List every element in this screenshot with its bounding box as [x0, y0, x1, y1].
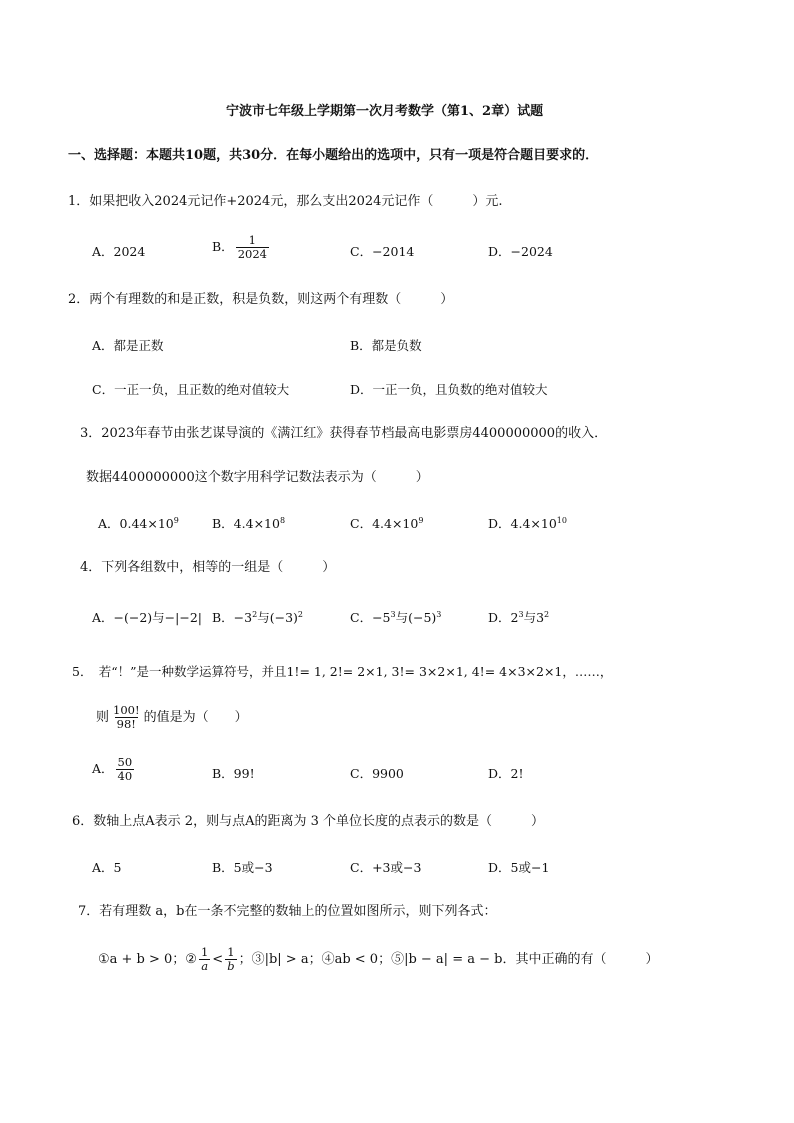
q1-option-b-label: B． [212, 239, 234, 254]
fraction-denominator: 98! [116, 717, 136, 731]
q2-option-c: C．一正一负，且正数的绝对值较大 [92, 382, 290, 397]
q5-ask-suffix: 的值是为（ ） [143, 710, 248, 725]
q4-option-a: A．−(−2)与−|−2| [92, 610, 203, 625]
fraction-numerator: 1 [200, 945, 209, 959]
fraction-numerator: 100! [113, 703, 140, 717]
section-heading: 一、选择题：本题共10题，共30分．在每小题给出的选项中，只有一项是符合题目要求的． [68, 148, 599, 163]
q4-option-c-exponent1: 3 [390, 609, 396, 619]
q3-option-b-exponent: 8 [279, 515, 286, 525]
q4-option-b-part2: 与(−3) [257, 610, 298, 625]
q3-option-b-base: B．4.4×10 [212, 516, 280, 531]
q4-option-c-exponent2: 3 [436, 609, 442, 619]
q7-less-than: < [212, 952, 224, 967]
fraction-numerator: 1 [227, 945, 235, 959]
question-3-stem-line2: 数据4400000000这个数字用科学记数法表示为（ ） [86, 470, 429, 485]
q6-option-c: C．+3或−3 [350, 860, 422, 875]
q1-option-d: D．−2024 [488, 244, 553, 259]
q3-option-b [212, 516, 285, 532]
q4-option-d [488, 610, 549, 626]
q3-option-d-exponent: 10 [556, 515, 567, 525]
q3-option-c-exponent: 9 [418, 515, 424, 525]
q4-option-b-exponent1: 2 [252, 609, 258, 619]
q2-option-b: B．都是负数 [350, 338, 422, 353]
q4-option-c-part1: C．−5 [350, 610, 391, 625]
question-3-stem-line1: 3．2023年春节由张艺谋导演的《满江红》获得春节档最高电影票房4400000000的收入． [80, 426, 608, 441]
q4-option-c-part2: 与(−5) [395, 610, 437, 625]
q4-option-b [212, 610, 303, 626]
q4-option-b-exponent2: 2 [297, 609, 303, 619]
fraction-denominator: 40 [117, 769, 133, 783]
q4-option-c [350, 610, 441, 626]
q2-option-d: D．一正一负，且负数的绝对值较大 [350, 382, 548, 397]
q5-option-d: D．2! [488, 766, 524, 781]
q3-option-c-base: C．4.4×10 [350, 516, 419, 531]
q7-fraction-one-over-b [225, 946, 236, 973]
q5-ask-prefix: 则 [96, 710, 110, 725]
question-1-stem: 1．如果把收入2024元记作+2024元，那么支出2024元记作（ ）元. [68, 194, 503, 209]
q5-option-b: B．99! [212, 766, 255, 781]
q5-option-a-fraction [116, 756, 135, 783]
q4-option-d-exponent1: 3 [518, 609, 524, 619]
q5-option-c: C．9900 [350, 766, 404, 781]
q3-option-d-base: D．4.4×10 [488, 516, 557, 531]
q1-option-a: A．2024 [92, 244, 146, 259]
q5-option-a-label: A． [92, 761, 114, 776]
q7-statements-part1: ①a + b > 0；② [98, 952, 197, 967]
question-7-statements [98, 946, 658, 973]
fraction-numerator: 1 [248, 233, 256, 247]
fraction-denominator: b [227, 959, 235, 973]
q1-option-c: C．−2014 [350, 244, 415, 259]
question-4-stem: 4．下列各组数中，相等的一组是（ ） [80, 560, 336, 575]
fraction-denominator: a [201, 959, 209, 973]
q7-fraction-one-over-a [199, 946, 210, 973]
fraction-denominator: 2024 [237, 247, 267, 261]
question-5-stem: 5． 若“！”是一种数学运算符号，并且1!= 1, 2!= 2×1, 3!= 3×2×1, 4!= 4×3×2×1，……， [72, 664, 613, 679]
q4-option-d-part2: 与3 [523, 610, 545, 625]
question-7-stem: 7．若有理数 a，b在一条不完整的数轴上的位置如图所示，则下列各式： [78, 904, 497, 919]
q1-option-b-fraction [236, 234, 269, 261]
q4-option-b-part1: B．−3 [212, 610, 253, 625]
question-5-ask [96, 704, 248, 731]
q7-statements-part2: ；③|b| > a；④ab < 0；⑤|b − a| = a − b．其中正确的有（ ） [238, 952, 659, 967]
q3-option-a-base: A．0.44×10 [98, 516, 174, 531]
q1-option-b [212, 234, 271, 261]
fraction-numerator: 50 [117, 755, 133, 769]
q3-option-d [488, 516, 567, 532]
q6-option-b: B．5或−3 [212, 860, 273, 875]
q4-option-d-exponent2: 2 [544, 609, 550, 619]
q5-option-a [92, 756, 136, 783]
question-2-stem: 2．两个有理数的和是正数，积是负数，则这两个有理数（ ） [68, 292, 454, 307]
q3-option-a [98, 516, 179, 532]
q3-option-a-exponent: 9 [173, 515, 179, 525]
exam-title: 宁波市七年级上学期第一次月考数学（第1、2章）试题 [226, 104, 544, 119]
question-6-stem: 6．数轴上点A表示 2，则与点A的距离为 3 个单位长度的点表示的数是（ ） [72, 814, 544, 829]
q6-option-d: D．5或−1 [488, 860, 550, 875]
q2-option-a: A．都是正数 [92, 338, 164, 353]
q4-option-d-part1: D．2 [488, 610, 519, 625]
q3-option-c [350, 516, 423, 532]
q5-ask-fraction [111, 704, 142, 731]
q6-option-a: A．5 [92, 860, 122, 875]
